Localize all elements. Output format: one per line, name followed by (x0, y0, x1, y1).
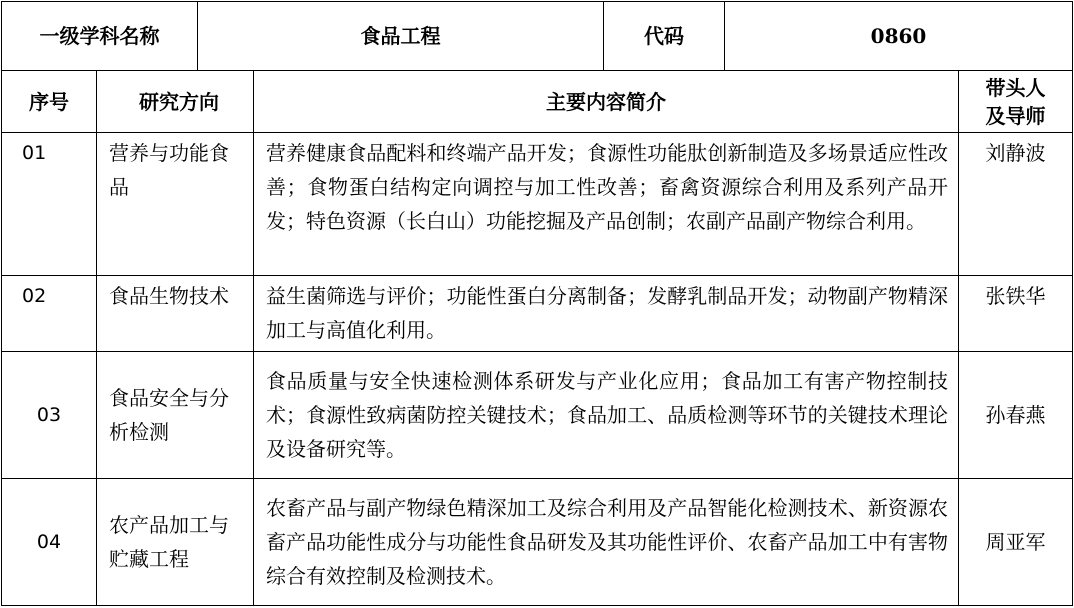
column-header-index: 序号 (2, 71, 97, 133)
row-direction: 食品安全与分析检测 (97, 352, 254, 479)
row-index: 03 (2, 352, 97, 479)
row-index: 04 (2, 479, 97, 606)
row-direction: 农产品加工与贮藏工程 (97, 479, 254, 606)
column-header-leader-line2: 及导师 (985, 103, 1046, 128)
code-value: 0860 (725, 2, 1073, 71)
row-leader: 张铁华 (959, 276, 1073, 352)
row-leader: 孙春燕 (959, 352, 1073, 479)
row-leader: 周亚军 (959, 479, 1073, 606)
table-row (2, 479, 1073, 606)
code-label: 代码 (604, 2, 725, 71)
row-index: 02 (2, 276, 97, 352)
column-header-leader (959, 71, 1073, 133)
column-header-content: 主要内容简介 (254, 71, 959, 133)
column-header-leader-line1: 带头人 (985, 75, 1046, 100)
column-header-direction: 研究方向 (97, 71, 254, 133)
discipline-header-row (2, 2, 1073, 71)
row-content: 益生菌筛选与评价；功能性蛋白分离制备；发酵乳制品开发；动物副产物精深加工与高值化利用。 (254, 276, 959, 352)
row-index: 01 (2, 133, 97, 276)
table-row (2, 276, 1073, 352)
table-row (2, 133, 1073, 276)
row-direction: 食品生物技术 (97, 276, 254, 352)
row-content: 食品质量与安全快速检测体系研发与产业化应用；食品加工有害产物控制技术；食源性致病菌防控关键技术；食品加工、品质检测等环节的关键技术理论及设备研究等。 (254, 352, 959, 479)
row-content: 农畜产品与副产物绿色精深加工及综合利用及产品智能化检测技术、新资源农畜产品功能性成分与功能性食品研发及其功能性评价、农畜产品加工中有害物综合有效控制及检测技术。 (254, 479, 959, 606)
row-leader: 刘静波 (959, 133, 1073, 276)
row-direction: 营养与功能食品 (97, 133, 254, 276)
table-row (2, 352, 1073, 479)
column-header-row (2, 71, 1073, 133)
discipline-name: 食品工程 (198, 2, 604, 71)
discipline-table (1, 1, 1073, 606)
row-content: 营养健康食品配料和终端产品开发；食源性功能肽创新制造及多场景适应性改善；食物蛋白结构定向调控与加工性改善；畜禽资源综合利用及系列产品开发；特色资源（长白山）功能挖掘及产品创制；农副产品副产物综合利用。 (254, 133, 959, 276)
discipline-label: 一级学科名称 (2, 2, 198, 71)
